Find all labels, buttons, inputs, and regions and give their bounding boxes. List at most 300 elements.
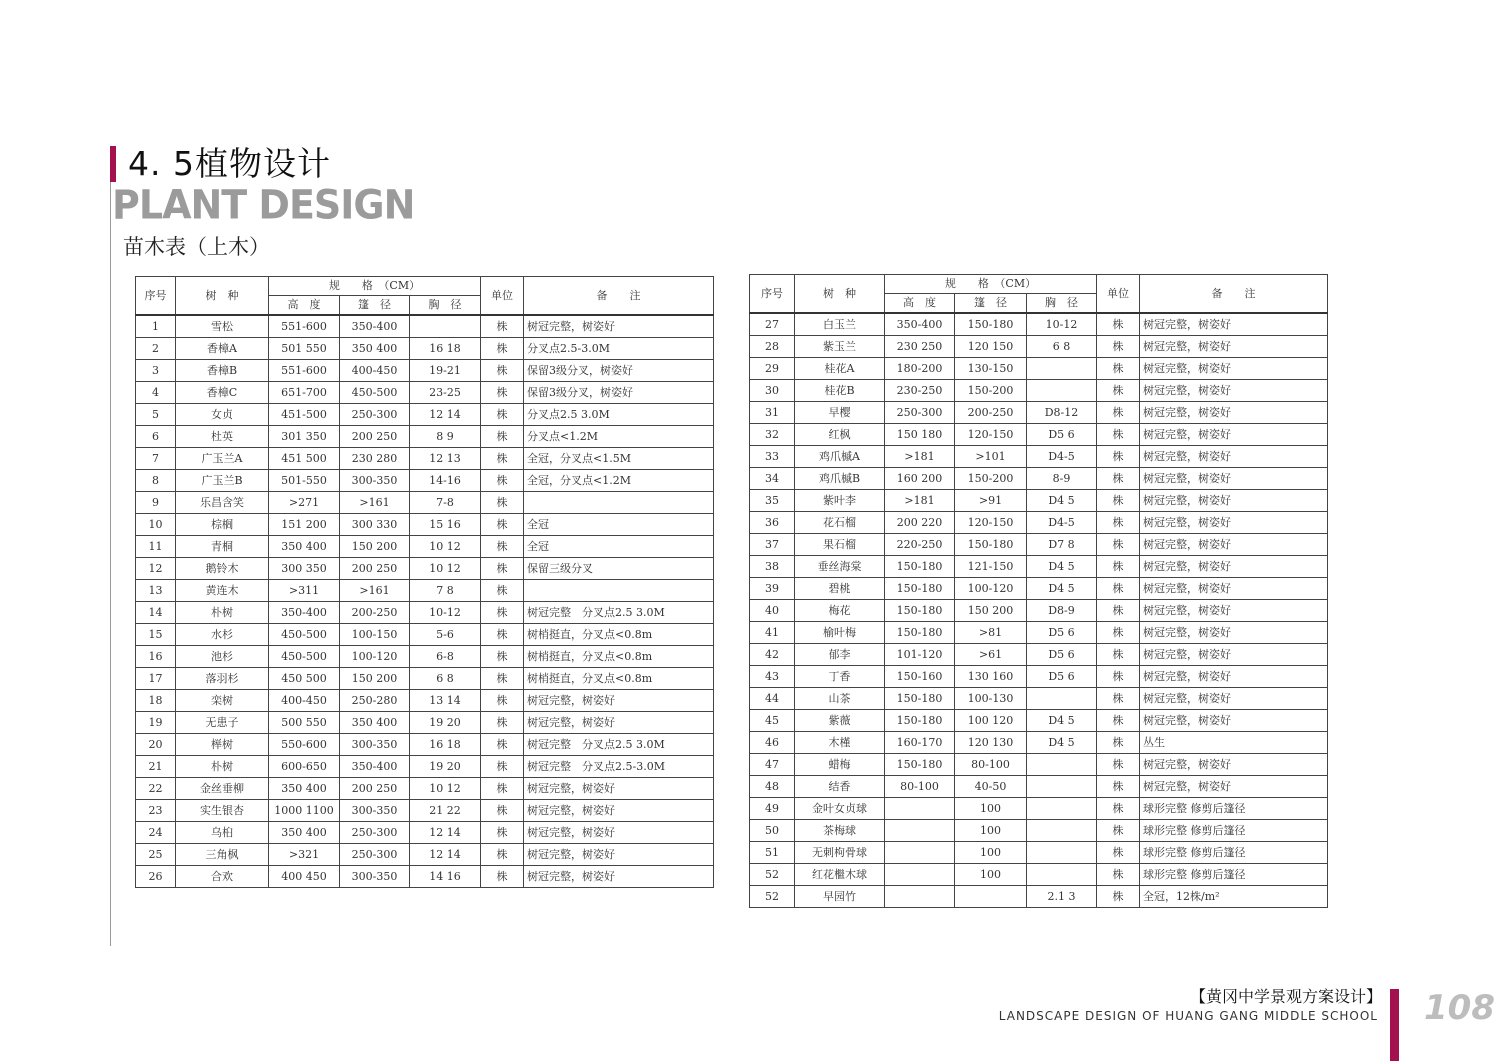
row-number: 52 xyxy=(750,864,795,886)
species-name: 蜡梅 xyxy=(795,754,885,776)
unit-value: 株 xyxy=(481,360,524,382)
table-row xyxy=(750,402,1328,424)
species-name: 合欢 xyxy=(176,866,269,888)
dbh-value: 6 8 xyxy=(410,668,481,690)
row-number: 4 xyxy=(136,382,176,404)
table-row xyxy=(750,710,1328,732)
nursery-table-left-body xyxy=(136,315,714,888)
table-row xyxy=(136,646,714,668)
row-number: 18 xyxy=(136,690,176,712)
species-name: 茶梅球 xyxy=(795,820,885,842)
height-value: 180-200 xyxy=(885,358,955,380)
species-name: 香樟A xyxy=(176,338,269,360)
note-value: 树冠完整，树姿好 xyxy=(1140,534,1328,556)
species-name: 早园竹 xyxy=(795,886,885,908)
note-value: 树梢挺直，分叉点<0.8m xyxy=(524,646,714,668)
table-row xyxy=(750,468,1328,490)
table-row xyxy=(750,622,1328,644)
height-value: 450 500 xyxy=(269,668,340,690)
note-value: 树梢挺直，分叉点<0.8m xyxy=(524,668,714,690)
header-crown: 篷 径 xyxy=(955,294,1027,314)
note-value: 树冠完整 分叉点2.5-3.0M xyxy=(524,756,714,778)
height-value: 150-180 xyxy=(885,710,955,732)
unit-value: 株 xyxy=(1097,666,1140,688)
crown-value: 400-450 xyxy=(340,360,410,382)
crown-value: 121-150 xyxy=(955,556,1027,578)
note-value: 分叉点<1.2M xyxy=(524,426,714,448)
note-value: 球形完整 修剪后篷径 xyxy=(1140,820,1328,842)
species-name: 雪松 xyxy=(176,315,269,338)
height-value: >321 xyxy=(269,844,340,866)
species-name: 女贞 xyxy=(176,404,269,426)
unit-value: 株 xyxy=(1097,732,1140,754)
species-name: 花石榴 xyxy=(795,512,885,534)
table-row xyxy=(750,578,1328,600)
table-row xyxy=(136,822,714,844)
crown-value: 150-200 xyxy=(955,468,1027,490)
row-number: 51 xyxy=(750,842,795,864)
unit-value: 株 xyxy=(1097,468,1140,490)
table-row xyxy=(136,756,714,778)
unit-value: 株 xyxy=(1097,622,1140,644)
row-number: 44 xyxy=(750,688,795,710)
height-value: 551-600 xyxy=(269,315,340,338)
note-value: 球形完整 修剪后篷径 xyxy=(1140,798,1328,820)
height-value: 350 400 xyxy=(269,822,340,844)
crown-value: 100 xyxy=(955,842,1027,864)
dbh-value: 12 14 xyxy=(410,844,481,866)
row-number: 37 xyxy=(750,534,795,556)
species-name: 三角枫 xyxy=(176,844,269,866)
note-value: 树冠完整，树姿好 xyxy=(1140,424,1328,446)
footer-project-title-english: LANDSCAPE DESIGN OF HUANG GANG MIDDLE SCHOOL xyxy=(998,1009,1378,1023)
dbh-value: D5 6 xyxy=(1027,644,1097,666)
note-value: 树冠完整，树姿好 xyxy=(1140,468,1328,490)
species-name: 金叶女贞球 xyxy=(795,798,885,820)
species-name: 鸡爪槭A xyxy=(795,446,885,468)
table-subtitle: 苗木表（上木） xyxy=(123,235,270,259)
dbh-value: 8 9 xyxy=(410,426,481,448)
dbh-value: D4 5 xyxy=(1027,556,1097,578)
species-name: 紫薇 xyxy=(795,710,885,732)
crown-value: 100 xyxy=(955,798,1027,820)
header-no: 序号 xyxy=(136,277,176,316)
note-value: 树冠完整，树姿好 xyxy=(1140,600,1328,622)
note-value: 树冠完整，树姿好 xyxy=(524,690,714,712)
unit-value: 株 xyxy=(481,668,524,690)
row-number: 19 xyxy=(136,712,176,734)
title-accent-bar xyxy=(110,146,116,182)
unit-value: 株 xyxy=(1097,490,1140,512)
dbh-value: 15 16 xyxy=(410,514,481,536)
height-value: >181 xyxy=(885,446,955,468)
height-value: 230 250 xyxy=(885,336,955,358)
table-row xyxy=(750,556,1328,578)
row-number: 40 xyxy=(750,600,795,622)
species-name: 香樟B xyxy=(176,360,269,382)
height-value xyxy=(885,798,955,820)
row-number: 39 xyxy=(750,578,795,600)
footer-accent-bar xyxy=(1390,989,1399,1061)
note-value: 树冠完整，树姿好 xyxy=(1140,380,1328,402)
row-number: 20 xyxy=(136,734,176,756)
table-row xyxy=(750,534,1328,556)
height-value: 101-120 xyxy=(885,644,955,666)
row-number: 8 xyxy=(136,470,176,492)
species-name: 桂花B xyxy=(795,380,885,402)
height-value: >181 xyxy=(885,490,955,512)
dbh-value: D8-9 xyxy=(1027,600,1097,622)
height-value: 501-550 xyxy=(269,470,340,492)
dbh-value xyxy=(1027,380,1097,402)
crown-value: 150 200 xyxy=(340,536,410,558)
height-value: 450-500 xyxy=(269,646,340,668)
unit-value: 株 xyxy=(481,514,524,536)
row-number: 22 xyxy=(136,778,176,800)
note-value: 全冠 xyxy=(524,536,714,558)
height-value: 150-160 xyxy=(885,666,955,688)
header-species: 树 种 xyxy=(176,277,269,316)
species-name: 榆叶梅 xyxy=(795,622,885,644)
unit-value: 株 xyxy=(1097,446,1140,468)
height-value: 350 400 xyxy=(269,778,340,800)
height-value: 200 220 xyxy=(885,512,955,534)
dbh-value: D4-5 xyxy=(1027,446,1097,468)
unit-value: 株 xyxy=(1097,864,1140,886)
row-number: 7 xyxy=(136,448,176,470)
unit-value: 株 xyxy=(481,712,524,734)
crown-value: 120-150 xyxy=(955,512,1027,534)
unit-value: 株 xyxy=(1097,820,1140,842)
species-name: 垂丝海棠 xyxy=(795,556,885,578)
crown-value: 120 150 xyxy=(955,336,1027,358)
dbh-value: 8-9 xyxy=(1027,468,1097,490)
unit-value: 株 xyxy=(481,646,524,668)
section-title: 4. 5植物设计 xyxy=(128,144,331,183)
table-row xyxy=(136,800,714,822)
crown-value: 300-350 xyxy=(340,470,410,492)
note-value: 树梢挺直，分叉点<0.8m xyxy=(524,624,714,646)
dbh-value: 7-8 xyxy=(410,492,481,514)
table-row xyxy=(136,866,714,888)
row-number: 21 xyxy=(136,756,176,778)
table-row xyxy=(750,864,1328,886)
unit-value: 株 xyxy=(1097,556,1140,578)
crown-value: 130-150 xyxy=(955,358,1027,380)
note-value: 树冠完整，树姿好 xyxy=(1140,446,1328,468)
crown-value: 250-280 xyxy=(340,690,410,712)
note-value: 树冠完整，树姿好 xyxy=(524,712,714,734)
unit-value: 株 xyxy=(1097,534,1140,556)
dbh-value: 12 13 xyxy=(410,448,481,470)
header-note: 备 注 xyxy=(524,277,714,316)
row-number: 15 xyxy=(136,624,176,646)
species-name: 白玉兰 xyxy=(795,313,885,336)
height-value: 220-250 xyxy=(885,534,955,556)
row-number: 29 xyxy=(750,358,795,380)
crown-value: 350-400 xyxy=(340,315,410,338)
unit-value: 株 xyxy=(1097,754,1140,776)
unit-value: 株 xyxy=(481,602,524,624)
note-value: 树冠完整，树姿好 xyxy=(1140,490,1328,512)
unit-value: 株 xyxy=(481,536,524,558)
row-number: 16 xyxy=(136,646,176,668)
crown-value: 200 250 xyxy=(340,778,410,800)
species-name: 结香 xyxy=(795,776,885,798)
table-row xyxy=(750,446,1328,468)
dbh-value: D7 8 xyxy=(1027,534,1097,556)
row-number: 47 xyxy=(750,754,795,776)
table-row xyxy=(136,514,714,536)
dbh-value: 14 16 xyxy=(410,866,481,888)
height-value: >271 xyxy=(269,492,340,514)
unit-value: 株 xyxy=(481,580,524,602)
unit-value: 株 xyxy=(1097,380,1140,402)
height-value: 501 550 xyxy=(269,338,340,360)
unit-value: 株 xyxy=(481,624,524,646)
table-row xyxy=(136,668,714,690)
note-value: 丛生 xyxy=(1140,732,1328,754)
header-height: 高 度 xyxy=(885,294,955,314)
species-name: 碧桃 xyxy=(795,578,885,600)
crown-value: >91 xyxy=(955,490,1027,512)
height-value: 150 180 xyxy=(885,424,955,446)
height-value: 150-180 xyxy=(885,754,955,776)
table-row xyxy=(136,844,714,866)
table-row xyxy=(750,358,1328,380)
header-spec: 规 格 （CM） xyxy=(269,277,481,296)
table-row xyxy=(750,644,1328,666)
row-number: 2 xyxy=(136,338,176,360)
unit-value: 株 xyxy=(1097,798,1140,820)
row-number: 38 xyxy=(750,556,795,578)
dbh-value xyxy=(1027,798,1097,820)
dbh-value: 5-6 xyxy=(410,624,481,646)
unit-value: 株 xyxy=(481,866,524,888)
note-value: 树冠完整，树姿好 xyxy=(524,778,714,800)
row-number: 11 xyxy=(136,536,176,558)
crown-value: 120-150 xyxy=(955,424,1027,446)
crown-value: 250-300 xyxy=(340,404,410,426)
dbh-value: 6-8 xyxy=(410,646,481,668)
unit-value: 株 xyxy=(1097,313,1140,336)
table-row xyxy=(750,380,1328,402)
species-name: 黄连木 xyxy=(176,580,269,602)
species-name: 池杉 xyxy=(176,646,269,668)
unit-value: 株 xyxy=(1097,842,1140,864)
note-value: 全冠 xyxy=(524,514,714,536)
table-row xyxy=(136,778,714,800)
table-row xyxy=(136,558,714,580)
table-row xyxy=(750,490,1328,512)
species-name: 红枫 xyxy=(795,424,885,446)
dbh-value: 19-21 xyxy=(410,360,481,382)
crown-value: 130 160 xyxy=(955,666,1027,688)
dbh-value: 6 8 xyxy=(1027,336,1097,358)
nursery-table-right xyxy=(749,274,1328,908)
height-value: >311 xyxy=(269,580,340,602)
dbh-value: D4 5 xyxy=(1027,732,1097,754)
species-name: 木槿 xyxy=(795,732,885,754)
dbh-value xyxy=(1027,776,1097,798)
crown-value: 100-150 xyxy=(340,624,410,646)
row-number: 42 xyxy=(750,644,795,666)
note-value: 树冠完整，树姿好 xyxy=(1140,313,1328,336)
unit-value: 株 xyxy=(1097,358,1140,380)
table-row xyxy=(136,580,714,602)
crown-value: >61 xyxy=(955,644,1027,666)
note-value: 树冠完整，树姿好 xyxy=(1140,776,1328,798)
dbh-value xyxy=(1027,820,1097,842)
dbh-value: D5 6 xyxy=(1027,424,1097,446)
dbh-value: 16 18 xyxy=(410,734,481,756)
height-value: 1000 1100 xyxy=(269,800,340,822)
table-row xyxy=(136,426,714,448)
height-value: 450-500 xyxy=(269,624,340,646)
height-value xyxy=(885,820,955,842)
note-value: 树冠完整，树姿好 xyxy=(524,800,714,822)
unit-value: 株 xyxy=(1097,578,1140,600)
table-row xyxy=(750,336,1328,358)
header-spec: 规 格 （CM） xyxy=(885,275,1097,294)
header-no: 序号 xyxy=(750,275,795,314)
height-value xyxy=(885,864,955,886)
dbh-value: 13 14 xyxy=(410,690,481,712)
species-name: 金丝垂柳 xyxy=(176,778,269,800)
crown-value: 350 400 xyxy=(340,712,410,734)
row-number: 45 xyxy=(750,710,795,732)
dbh-value: 14-16 xyxy=(410,470,481,492)
dbh-value xyxy=(410,315,481,338)
note-value: 树冠完整，树姿好 xyxy=(524,822,714,844)
height-value: 350 400 xyxy=(269,536,340,558)
species-name: 乌桕 xyxy=(176,822,269,844)
height-value: 500 550 xyxy=(269,712,340,734)
note-value: 树冠完整，树姿好 xyxy=(1140,358,1328,380)
table-row xyxy=(750,688,1328,710)
crown-value: 100 xyxy=(955,864,1027,886)
row-number: 13 xyxy=(136,580,176,602)
crown-value: 150 200 xyxy=(340,668,410,690)
dbh-value: 7 8 xyxy=(410,580,481,602)
table-row xyxy=(136,734,714,756)
crown-value: 250-300 xyxy=(340,844,410,866)
dbh-value: 19 20 xyxy=(410,756,481,778)
unit-value: 株 xyxy=(481,426,524,448)
unit-value: 株 xyxy=(481,778,524,800)
crown-value: 100 xyxy=(955,820,1027,842)
header-dbh: 胸 径 xyxy=(1027,294,1097,314)
species-name: 早樱 xyxy=(795,402,885,424)
row-number: 17 xyxy=(136,668,176,690)
species-name: 鹅铃木 xyxy=(176,558,269,580)
height-value: 550-600 xyxy=(269,734,340,756)
table-row xyxy=(136,382,714,404)
table-row xyxy=(136,690,714,712)
footer-project-title: 【黄冈中学景观方案设计】 xyxy=(1189,987,1382,1006)
unit-value: 株 xyxy=(481,690,524,712)
unit-value: 株 xyxy=(481,734,524,756)
note-value: 树冠完整 分叉点2.5 3.0M xyxy=(524,602,714,624)
row-number: 12 xyxy=(136,558,176,580)
dbh-value: D5 6 xyxy=(1027,666,1097,688)
note-value xyxy=(524,580,714,602)
unit-value: 株 xyxy=(1097,600,1140,622)
row-number: 5 xyxy=(136,404,176,426)
table-row xyxy=(750,820,1328,842)
table-row xyxy=(750,732,1328,754)
note-value: 全冠，12株/m² xyxy=(1140,886,1328,908)
height-value: 451 500 xyxy=(269,448,340,470)
note-value: 分叉点2.5 3.0M xyxy=(524,404,714,426)
row-number: 36 xyxy=(750,512,795,534)
height-value: 651-700 xyxy=(269,382,340,404)
crown-value: 300-350 xyxy=(340,800,410,822)
section-title-english: PLANT DESIGN xyxy=(112,181,415,229)
crown-value: 100 120 xyxy=(955,710,1027,732)
note-value: 树冠完整，树姿好 xyxy=(1140,688,1328,710)
table-row xyxy=(750,424,1328,446)
crown-value: 40-50 xyxy=(955,776,1027,798)
row-number: 25 xyxy=(136,844,176,866)
species-name: 广玉兰B xyxy=(176,470,269,492)
species-name: 棕榈 xyxy=(176,514,269,536)
height-value: 150-180 xyxy=(885,688,955,710)
table-row xyxy=(136,338,714,360)
row-number: 23 xyxy=(136,800,176,822)
crown-value: >81 xyxy=(955,622,1027,644)
unit-value: 株 xyxy=(1097,644,1140,666)
unit-value: 株 xyxy=(481,844,524,866)
note-value: 树冠完整，树姿好 xyxy=(1140,710,1328,732)
unit-value: 株 xyxy=(1097,512,1140,534)
species-name: 青桐 xyxy=(176,536,269,558)
species-name: 红花檵木球 xyxy=(795,864,885,886)
table-row xyxy=(136,404,714,426)
nursery-table-left xyxy=(135,276,714,888)
height-value: 151 200 xyxy=(269,514,340,536)
row-number: 43 xyxy=(750,666,795,688)
dbh-value: 10 12 xyxy=(410,558,481,580)
unit-value: 株 xyxy=(1097,424,1140,446)
unit-value: 株 xyxy=(1097,710,1140,732)
species-name: 梅花 xyxy=(795,600,885,622)
row-number: 10 xyxy=(136,514,176,536)
crown-value: 230 280 xyxy=(340,448,410,470)
dbh-value: 2.1 3 xyxy=(1027,886,1097,908)
height-value: 301 350 xyxy=(269,426,340,448)
crown-value: 120 130 xyxy=(955,732,1027,754)
crown-value: 350-400 xyxy=(340,756,410,778)
dbh-value: D4-5 xyxy=(1027,512,1097,534)
unit-value: 株 xyxy=(481,822,524,844)
species-name: 广玉兰A xyxy=(176,448,269,470)
height-value: 160-170 xyxy=(885,732,955,754)
note-value: 保留3级分叉，树姿好 xyxy=(524,360,714,382)
row-number: 49 xyxy=(750,798,795,820)
unit-value: 株 xyxy=(1097,776,1140,798)
row-number: 33 xyxy=(750,446,795,468)
unit-value: 株 xyxy=(481,756,524,778)
table-row xyxy=(136,536,714,558)
height-value: 451-500 xyxy=(269,404,340,426)
row-number: 1 xyxy=(136,315,176,338)
row-number: 30 xyxy=(750,380,795,402)
dbh-value: 12 14 xyxy=(410,822,481,844)
crown-value: 150-200 xyxy=(955,380,1027,402)
crown-value: 150 200 xyxy=(955,600,1027,622)
dbh-value: 23-25 xyxy=(410,382,481,404)
